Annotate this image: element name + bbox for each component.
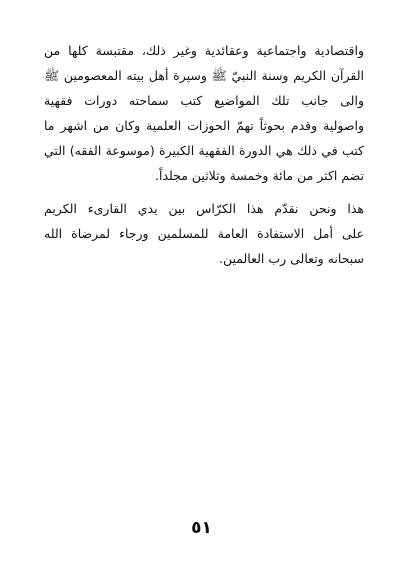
text-line: واقتصادية واجتماعية وعقائدية وغير ذلك، مقتبسة كلها من	[44, 43, 364, 58]
text-line: تضم اكثر من مائة وخمسة وثلاثين مجلداً.	[155, 168, 364, 183]
text-line: واصولية وقدم بحوثاً تهمّ الحوزات العلمية وكان من اشهر ما	[44, 118, 364, 133]
page-number: ٥١	[191, 518, 212, 538]
text-line: هذا ونحن نقدّم هذا الكرّاس بين يدي القارىء الكريم	[44, 201, 364, 216]
text-line: على أمل الاستفادة العامة للمسلمين ورجاء لمرضاة الله	[44, 226, 364, 241]
body-text	[44, 38, 364, 271]
paragraph-gap	[44, 188, 364, 196]
text-line: القرآن الكريم وسنة النبيّ ﷺ وسيرة أهل بيته المعصومين ﷺ	[44, 68, 364, 83]
text-line: والى جانب تلك المواضيع كتب سماحته دورات فقهية	[44, 93, 364, 108]
text-line: سبحانه وتعالى رب العالمين.	[218, 251, 364, 266]
text-line: كتب في ذلك هي الدورة الفقهية الكبيرة (موسوعة الفقه) التي	[44, 143, 364, 158]
